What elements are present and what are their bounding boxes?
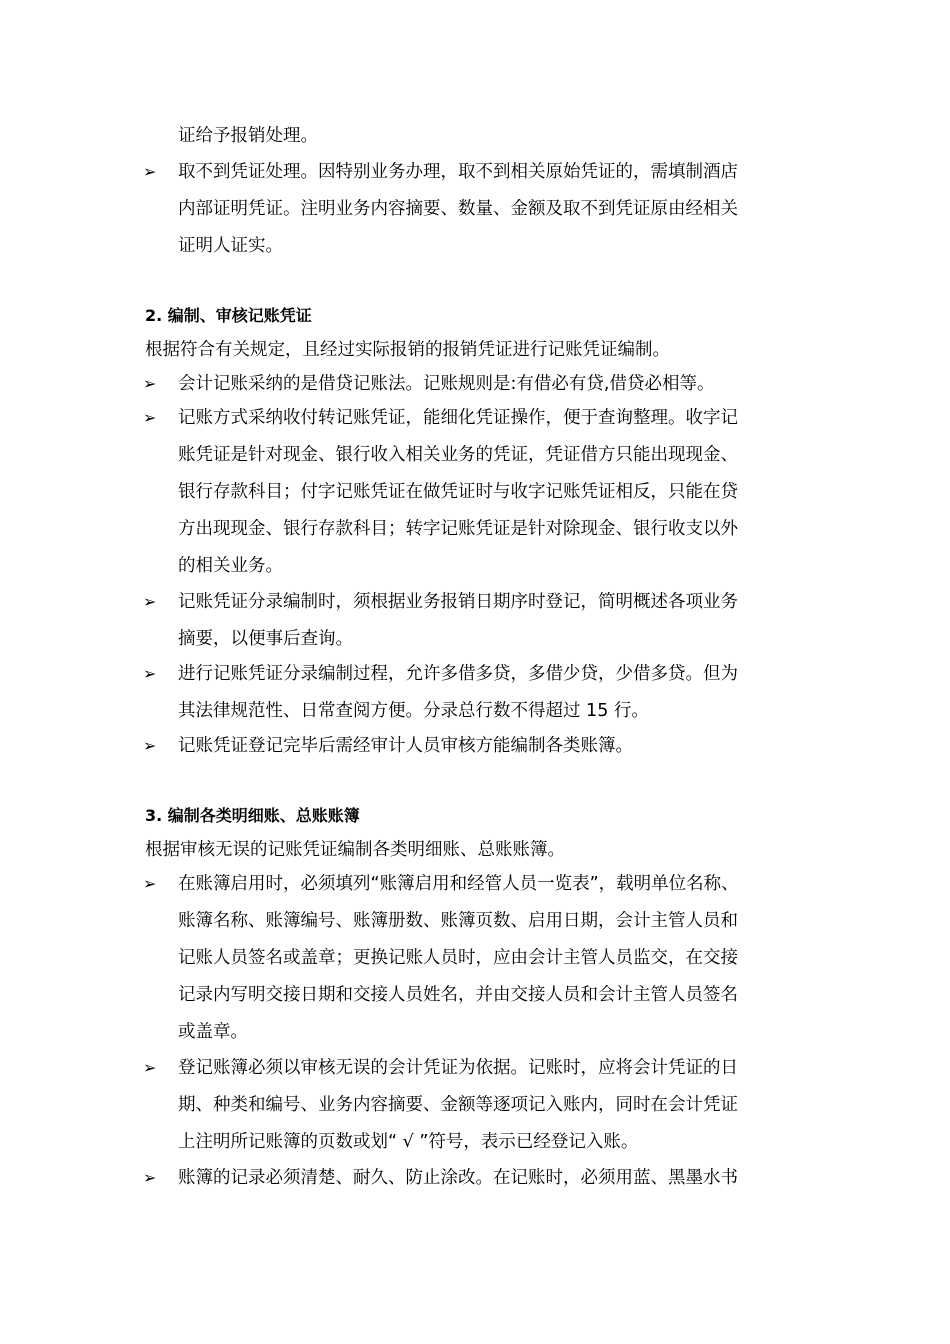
bullet-arrow-icon: ➢ — [143, 874, 157, 893]
list-item-line: 账簿名称、账簿编号、账簿册数、账簿页数、启用日期，会计主管人员和 — [178, 911, 738, 931]
list-item-line: 期、种类和编号、业务内容摘要、金额等逐项记入账内，同时在会计凭证 — [178, 1095, 738, 1115]
list-item-line: 进行记账凭证分录编制过程，允许多借多贷，多借少贷，少借多贷。但为 — [178, 664, 738, 684]
bullet-arrow-icon: ➢ — [143, 664, 157, 683]
section-intro: 根据审核无误的记账凭证编制各类明细账、总账账簿。 — [145, 840, 565, 860]
bullet-arrow-icon: ➢ — [143, 408, 157, 427]
list-item-line: 记账方式采纳收付转记账凭证，能细化凭证操作，便于查询整理。收字记 — [178, 408, 738, 428]
bullet-arrow-icon: ➢ — [143, 592, 157, 611]
list-item-line: 取不到凭证处理。因特别业务办理，取不到相关原始凭证的，需填制酒店 — [178, 162, 738, 182]
list-item-line: 记账凭证登记完毕后需经审计人员审核方能编制各类账簿。 — [178, 736, 633, 756]
list-item-line: 的相关业务。 — [178, 556, 283, 576]
list-item-line: 方出现现金、银行存款科目；转字记账凭证是针对除现金、银行收支以外 — [178, 519, 738, 539]
list-item-line: 银行存款科目；付字记账凭证在做凭证时与收字记账凭证相反，只能在贷 — [178, 482, 738, 502]
list-item-line: 在账簿启用时，必须填列“账簿启用和经管人员一览表”，载明单位名称、 — [178, 874, 739, 894]
list-item-line: 记账凭证分录编制时，须根据业务报销日期序时登记，简明概述各项业务 — [178, 592, 738, 612]
list-item-line: 账凭证是针对现金、银行收入相关业务的凭证，凭证借方只能出现现金、 — [178, 445, 738, 465]
section-heading: 3. 编制各类明细账、总账账簿 — [145, 806, 360, 825]
list-item-line: 会计记账采纳的是借贷记账法。记账规则是:有借必有贷,借贷必相等。 — [178, 374, 715, 394]
section-heading: 2. 编制、审核记账凭证 — [145, 306, 312, 325]
bullet-arrow-icon: ➢ — [143, 1168, 157, 1187]
list-item-line: 记账人员签名或盖章；更换记账人员时，应由会计主管人员监交，在交接 — [178, 948, 738, 968]
bullet-arrow-icon: ➢ — [143, 736, 157, 755]
bullet-arrow-icon: ➢ — [143, 1058, 157, 1077]
section-intro: 根据符合有关规定，且经过实际报销的报销凭证进行记账凭证编制。 — [145, 340, 670, 360]
list-item-line: 内部证明凭证。注明业务内容摘要、数量、金额及取不到凭证原由经相关 — [178, 199, 738, 219]
bullet-arrow-icon: ➢ — [143, 374, 157, 393]
list-item-line: 摘要，以便事后查询。 — [178, 629, 353, 649]
list-item-line: 登记账簿必须以审核无误的会计凭证为依据。记账时，应将会计凭证的日 — [178, 1058, 738, 1078]
list-item-line: 证明人证实。 — [178, 236, 283, 256]
bullet-arrow-icon: ➢ — [143, 162, 157, 181]
list-item-line: 或盖章。 — [178, 1022, 248, 1042]
list-item-line: 账簿的记录必须清楚、耐久、防止涂改。在记账时，必须用蓝、黑墨水书 — [178, 1168, 738, 1188]
continuation-line: 证给予报销处理。 — [178, 126, 318, 146]
list-item-line: 记录内写明交接日期和交接人员姓名，并由交接人员和会计主管人员签名 — [178, 985, 738, 1005]
list-item-line: 上注明所记账簿的页数或划“ √ ”符号，表示已经登记入账。 — [178, 1132, 639, 1152]
list-item-line: 其法律规范性、日常查阅方便。分录总行数不得超过 15 行。 — [178, 701, 649, 721]
